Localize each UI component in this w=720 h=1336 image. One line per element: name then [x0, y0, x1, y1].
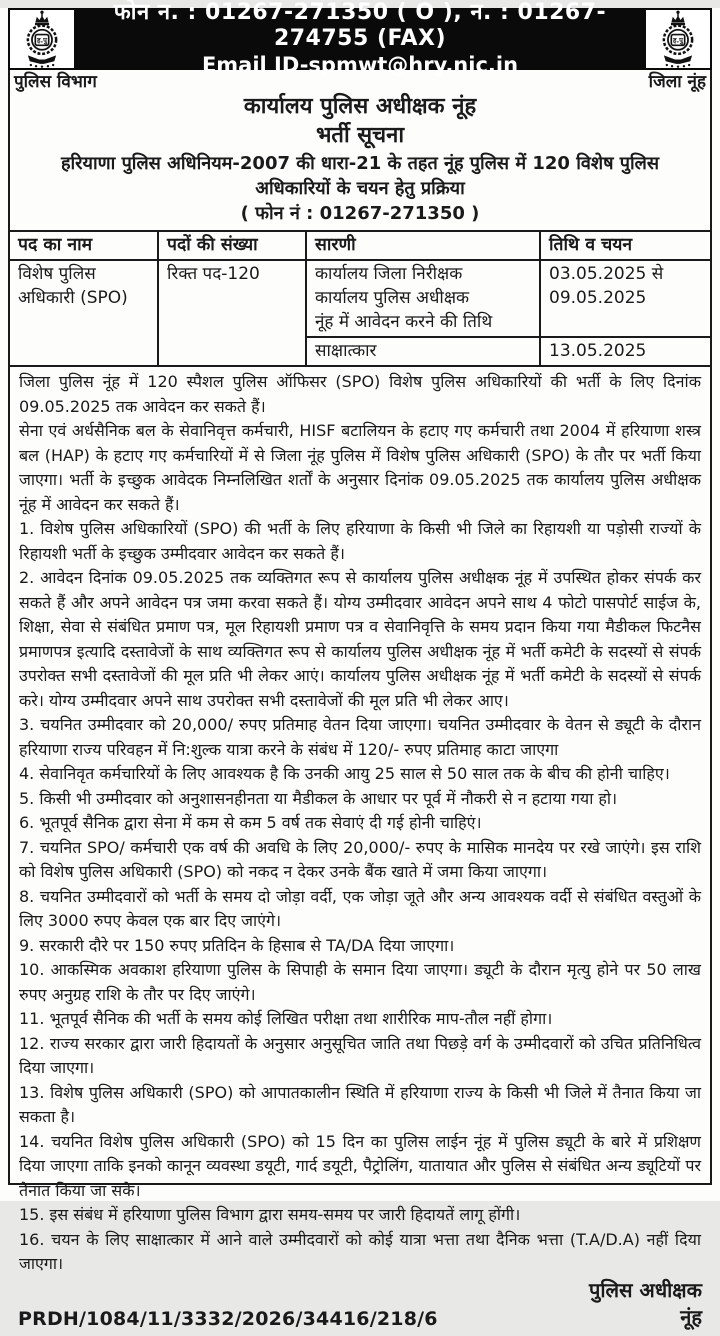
application-date-line1: 03.05.2025 से — [549, 264, 664, 284]
contact-banner — [8, 0, 712, 77]
application-window-line1: कार्यालय जिला निरीक्षक — [315, 264, 463, 284]
condition-item: 2. आवेदन दिनांक 09.05.2025 तक व्यक्तिगत रूप से कार्यालय पुलिस अधीक्षक नूंह में उपस्थित होकर संपर्क कर सकते हैं और अपने आवेदन पत्र जमा करवा सकते हैं। योग्य उम्मीदवार आवेदन अपने साथ 4 फोटो पासपोर्ट साईज के, शिक्षा, सेवा से संबंधित प्रमाण पत्र, मूल रिहायशी प्रमाण पत्र व सेवानिवृत्ति के समय प्रदान किया गया मैडीकल फिटनैस प्रमाणपत्र इत्यादि दस्तावेजों के साथ व्यक्तिगत रूप से कार्यालय पुलिस अधीक्षक नूंह में भर्ती कमेटी के सदस्यों से संपर्क उपरोक्त सभी दस्तावेजों की मूल प्रति भी लेकर आएं। कार्यालय पुलिस अधीक्षक नूंह में भर्ती कमेटी के सदस्यों से संपर्क करे। योग्य उम्मीदवार अपने साथ उपरोक्त सभी दस्तावेजों की मूल प्रति भी लेकर आए। — [19, 568, 701, 710]
banner-text — [74, 0, 646, 77]
banner-email-line: Email ID-spmwt@hry.nic.in — [201, 52, 519, 77]
notice-body-box — [8, 70, 712, 1330]
post-name-cell — [10, 260, 158, 366]
vacancy-count-cell: रिक्त पद-120 — [158, 260, 306, 366]
column-header-schedule: सारणी — [306, 231, 540, 260]
svg-text:ह.पु: ह.पु — [673, 36, 683, 45]
condition-item: 11. भूतपूर्व सैनिक की भर्ती के समय कोई लिखित परीक्षा तथा शारीरिक माप-तौल नहीं होगा। — [19, 1009, 553, 1028]
column-header-count: पदों की संख्या — [158, 231, 306, 260]
svg-text:ह.पु: ह.पु — [37, 36, 47, 45]
district-label: जिला नूंह — [648, 72, 706, 92]
condition-item: 14. चयनित विशेष पुलिस अधिकारी (SPO) को 15 दिन का पुलिस लाईन नूंह में पुलिस ड्यूटी के बारे में प्रशिक्षण दिया जाएगा ताकि इनको कानून व्यवस्था डयूटी, गार्द डयूटी, पैट्रोलिंग, यातायात और पुलिस से संबंधित अन्य ड्यूटियों पर तैनात किया जा सके। — [19, 1131, 701, 1200]
right-emblem-box — [646, 10, 710, 68]
condition-item: 16. चयन के लिए साक्षात्कार में आने वाले उम्मीदवारों को कोई यात्रा भत्ता तथा दैनिक भत्ता (T.A/D.A) नहीं दिया जाएगा। — [19, 1229, 701, 1273]
column-header-post: पद का नाम — [10, 231, 158, 260]
condition-item: 10. आकस्मिक अवकाश हरियाणा पुलिस के सिपाही के समान दिया जाएगा। ड्यूटी के दौरान मृत्यु होने पर 50 लाख रुपए अनुग्रह राशि के तौर पर दिए जाएंगे। — [19, 960, 701, 1004]
notice-paragraph: जिला पुलिस नूंह में 120 स्पैशल पुलिस ऑफिसर (SPO) विशेष पुलिस अधिकारियों की भर्ती के लिए दिनांक 09.05.2025 तक आवेदन कर सकते हैं। — [19, 372, 701, 416]
condition-item: 1. विशेष पुलिस अधिकारियों (SPO) की भर्ती के लिए हरियाणा के किसी भी जिले का रिहायशी या पड़ोसी राज्यों के रिहायशी भर्ती के इच्छुक उम्मीदवार आवेदन कर सकते हैं। — [19, 519, 701, 563]
masthead-row — [10, 70, 710, 93]
condition-item: 7. चयनित SPO/ कर्मचारी एक वर्ष की अवधि के लिए 20,000/- रुपए के मासिक मानदेय पर रखे जाएंगे। इस राशि को विशेष पुलिस अधिकारी (SPO) को नकद न देकर उनके बैंक खाते में जमा किया जाएगा। — [19, 837, 701, 881]
left-emblem-box — [10, 10, 74, 68]
signature-place: नूंह — [680, 1304, 702, 1329]
haryana-police-emblem-icon — [15, 10, 69, 68]
application-window-line2: कार्यालय पुलिस अधीक्षक — [315, 288, 470, 308]
banner-phone-line: फोन न. : 01267-271350 ( O ), न. : 01267-274755 (FAX) — [113, 0, 607, 52]
condition-item: 9. सरकारी दौरे पर 150 रुपए प्रतिदिन के हिसाब से TA/DA दिया जाएगा। — [19, 935, 455, 955]
condition-item: 6. भूतपूर्व सैनिक द्वारा सेना में कम से कम 5 वर्ष तक सेवाएं दी गई होनी चाहिएं। — [19, 813, 482, 832]
office-title: कार्यालय पुलिस अधीक्षक नूंह — [243, 94, 477, 119]
application-date-line2: 09.05.2025 — [549, 288, 647, 308]
interview-date-cell: 13.05.2025 — [540, 337, 710, 366]
heading-phone: ( फोन नं : 01267-271350 ) — [240, 203, 480, 224]
recruitment-schedule-table — [10, 230, 710, 367]
notice-paragraph: सेना एवं अर्धसैनिक बल के सेवानिवृत्त कर्मचारी, HISF बटालियन के हटाए गए कर्मचारी तथा 2004 में हरियाणा शस्त्र बल (HAP) के हटाए गए कर्मचारियों में से जिला नूंह पुलिस में विशेष पुलिस अधिकारी (SPO) के तौर पर भर्ती किया जाएगा। भर्ती के इच्छुक आवेदक निम्नलिखित शर्तों के अनुसार दिनांक 09.05.2025 तक कार्यालय पुलिस अधीक्षक नूंह में आवेदन कर सकते हैं। — [19, 421, 701, 514]
condition-item: 4. सेवानिवृत कर्मचारियों के लिए आवश्यक है कि उनकी आयु 25 साल से 50 साल तक के बीच की होनी चाहिए। — [19, 764, 670, 783]
department-label: पुलिस विभाग — [14, 72, 97, 92]
notice-title: भर्ती सूचना — [315, 123, 405, 148]
condition-item: 5. किसी भी उम्मीदवार को अनुशासनहीनता या मैडीकल के आधार पर पूर्व में नौकरी से न हटाया गया हो। — [19, 788, 618, 808]
table-header-row — [10, 231, 710, 260]
footer-row — [18, 1303, 702, 1330]
table-row — [10, 260, 710, 337]
notice-subtitle: हरियाणा पुलिस अधिनियम-2007 की धारा-21 के तहत नूंह पुलिस में 120 विशेष पुलिस अधिकारियों के चयन हेतु प्रक्रिया — [60, 153, 660, 199]
condition-item: 15. इस संबंध में हरियाणा पुलिस विभाग द्वारा समय-समय पर जारी हिदायतें लागू होंगी। — [19, 1205, 521, 1224]
application-window-cell — [306, 260, 540, 337]
post-name-line1: विशेष पुलिस — [18, 264, 96, 284]
condition-item: 12. राज्य सरकार द्वारा जारी हिदायतों के अनुसार अनुसूचित जाति तथा पिछड़े वर्ग के उम्मीदवारों को उचित प्रतिनिधित्व दिया जाएगा। — [19, 1033, 701, 1077]
heading-block — [10, 93, 710, 227]
condition-item: 3. चयनित उम्मीदवार को 20,000/ रुपए प्रतिमाह वेतन दिया जाएगा। चयनित उम्मीदवार के वेतन से ड्यूटी के दौरान हरियाणा राज्य परिवहन में नि:शुल्क यात्रा करने के संबंध में 120/- रुपए प्रतिमाह काटा जाएगा — [19, 715, 701, 759]
interview-label-cell: साक्षात्कार — [306, 337, 540, 366]
condition-item: 13. विशेष पुलिस अधिकारी (SPO) को आपातकालीन स्थिति में हरियाणा राज्य के किसी भी जिले में तैनात किया जा सकता है। — [19, 1082, 701, 1126]
column-header-date: तिथि व चयन — [540, 231, 710, 260]
application-dates-cell — [540, 260, 710, 337]
condition-item: 8. चयनित उम्मीदवारों को भर्ती के समय दो जोड़ा वर्दी, एक जोड़ा जूते और अन्य आवश्यक वर्दी से संबंधित वस्तुओं के लिए 3000 रुपए केवल एक बार दिए जाएंगे। — [19, 886, 701, 930]
notice-text-block — [10, 367, 710, 1277]
application-window-line3: नूंह में आवेदन करने की तिथि — [315, 312, 493, 332]
haryana-police-emblem-icon — [651, 10, 705, 68]
footer-block — [10, 1277, 710, 1336]
reference-number: PRDH/1084/11/3332/2026/34416/218/6 — [18, 1307, 438, 1330]
post-name-line2: अधिकारी (SPO) — [18, 288, 128, 308]
signature-title: पुलिस अधीक्षक — [588, 1277, 702, 1302]
